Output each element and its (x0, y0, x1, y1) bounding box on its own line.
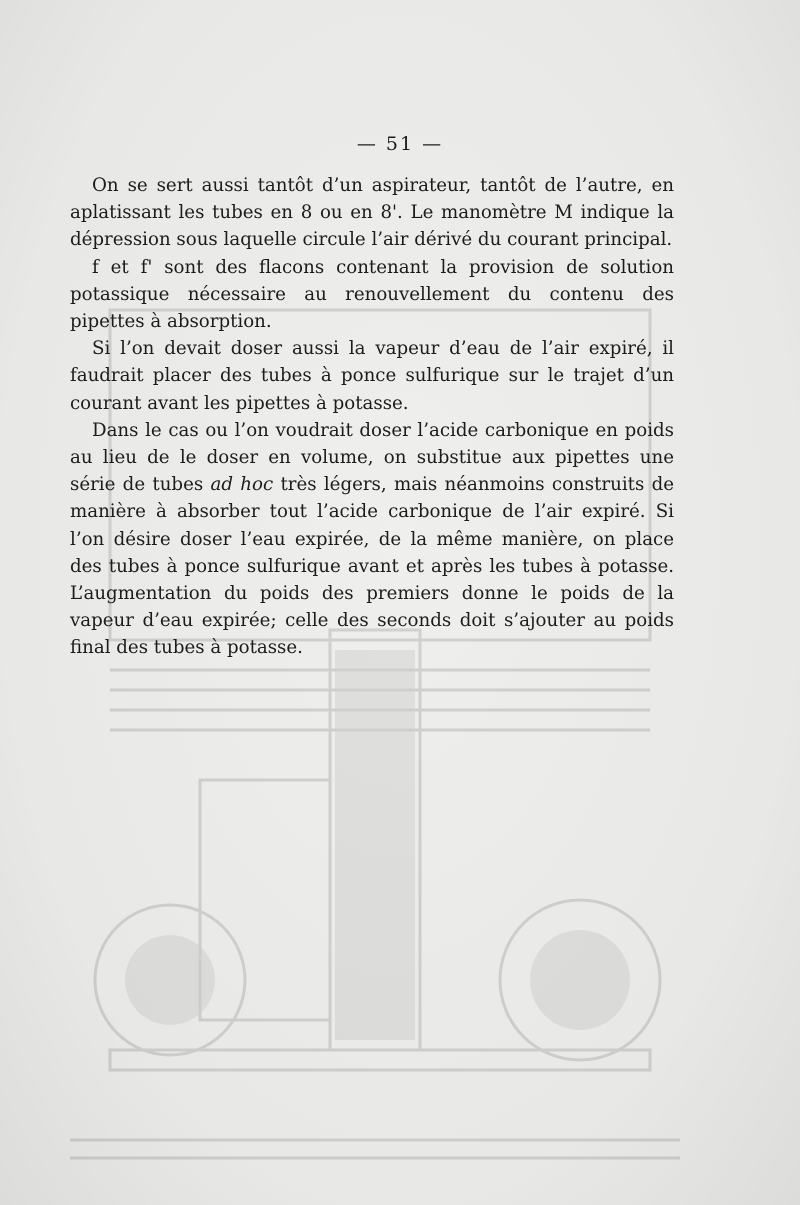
paragraph (70, 417, 674, 662)
paragraph: f et f' sont des flacons contenant la provision de solution potassique nécessaire au renouvellement du contenu des pipettes à absorption. (70, 256, 674, 333)
paragraph-text: Dans le cas ou l’on voudrait doser l’acide carbonique en poids au lieu de le doser en volume, on substitue aux pipettes une série de tubes (70, 419, 674, 496)
paragraph-text: très légers, mais néanmoins construits de manière à absorber tout l’acide carbonique de l’air expiré. Si l’on désire doser l’eau expirée, de la même manière, on place des tubes à ponce sulfurique avant et après les tubes à potasse. L’augmentation du poids des premiers donne le poids de la vapeur d’eau expirée; celle des seconds doit s’ajouter au poids final des tubes à potasse. (70, 474, 674, 659)
page-number: — 51 — (356, 133, 444, 155)
paragraph: On se sert aussi tantôt d’un aspirateur, tantôt de l’autre, en aplatissant les tubes en 8 ou en 8'. Le manomètre M indique la dépression sous laquelle circule l’air dérivé du courant principal. (70, 175, 674, 251)
paragraph: Si l’on devait doser aussi la vapeur d’eau de l’air expiré, il faudrait placer des tubes à ponce sulfurique sur le trajet d’un courant avant les pipettes à potasse. (70, 338, 674, 414)
body-text (70, 172, 674, 662)
latin-phrase: ad hoc (210, 474, 274, 496)
